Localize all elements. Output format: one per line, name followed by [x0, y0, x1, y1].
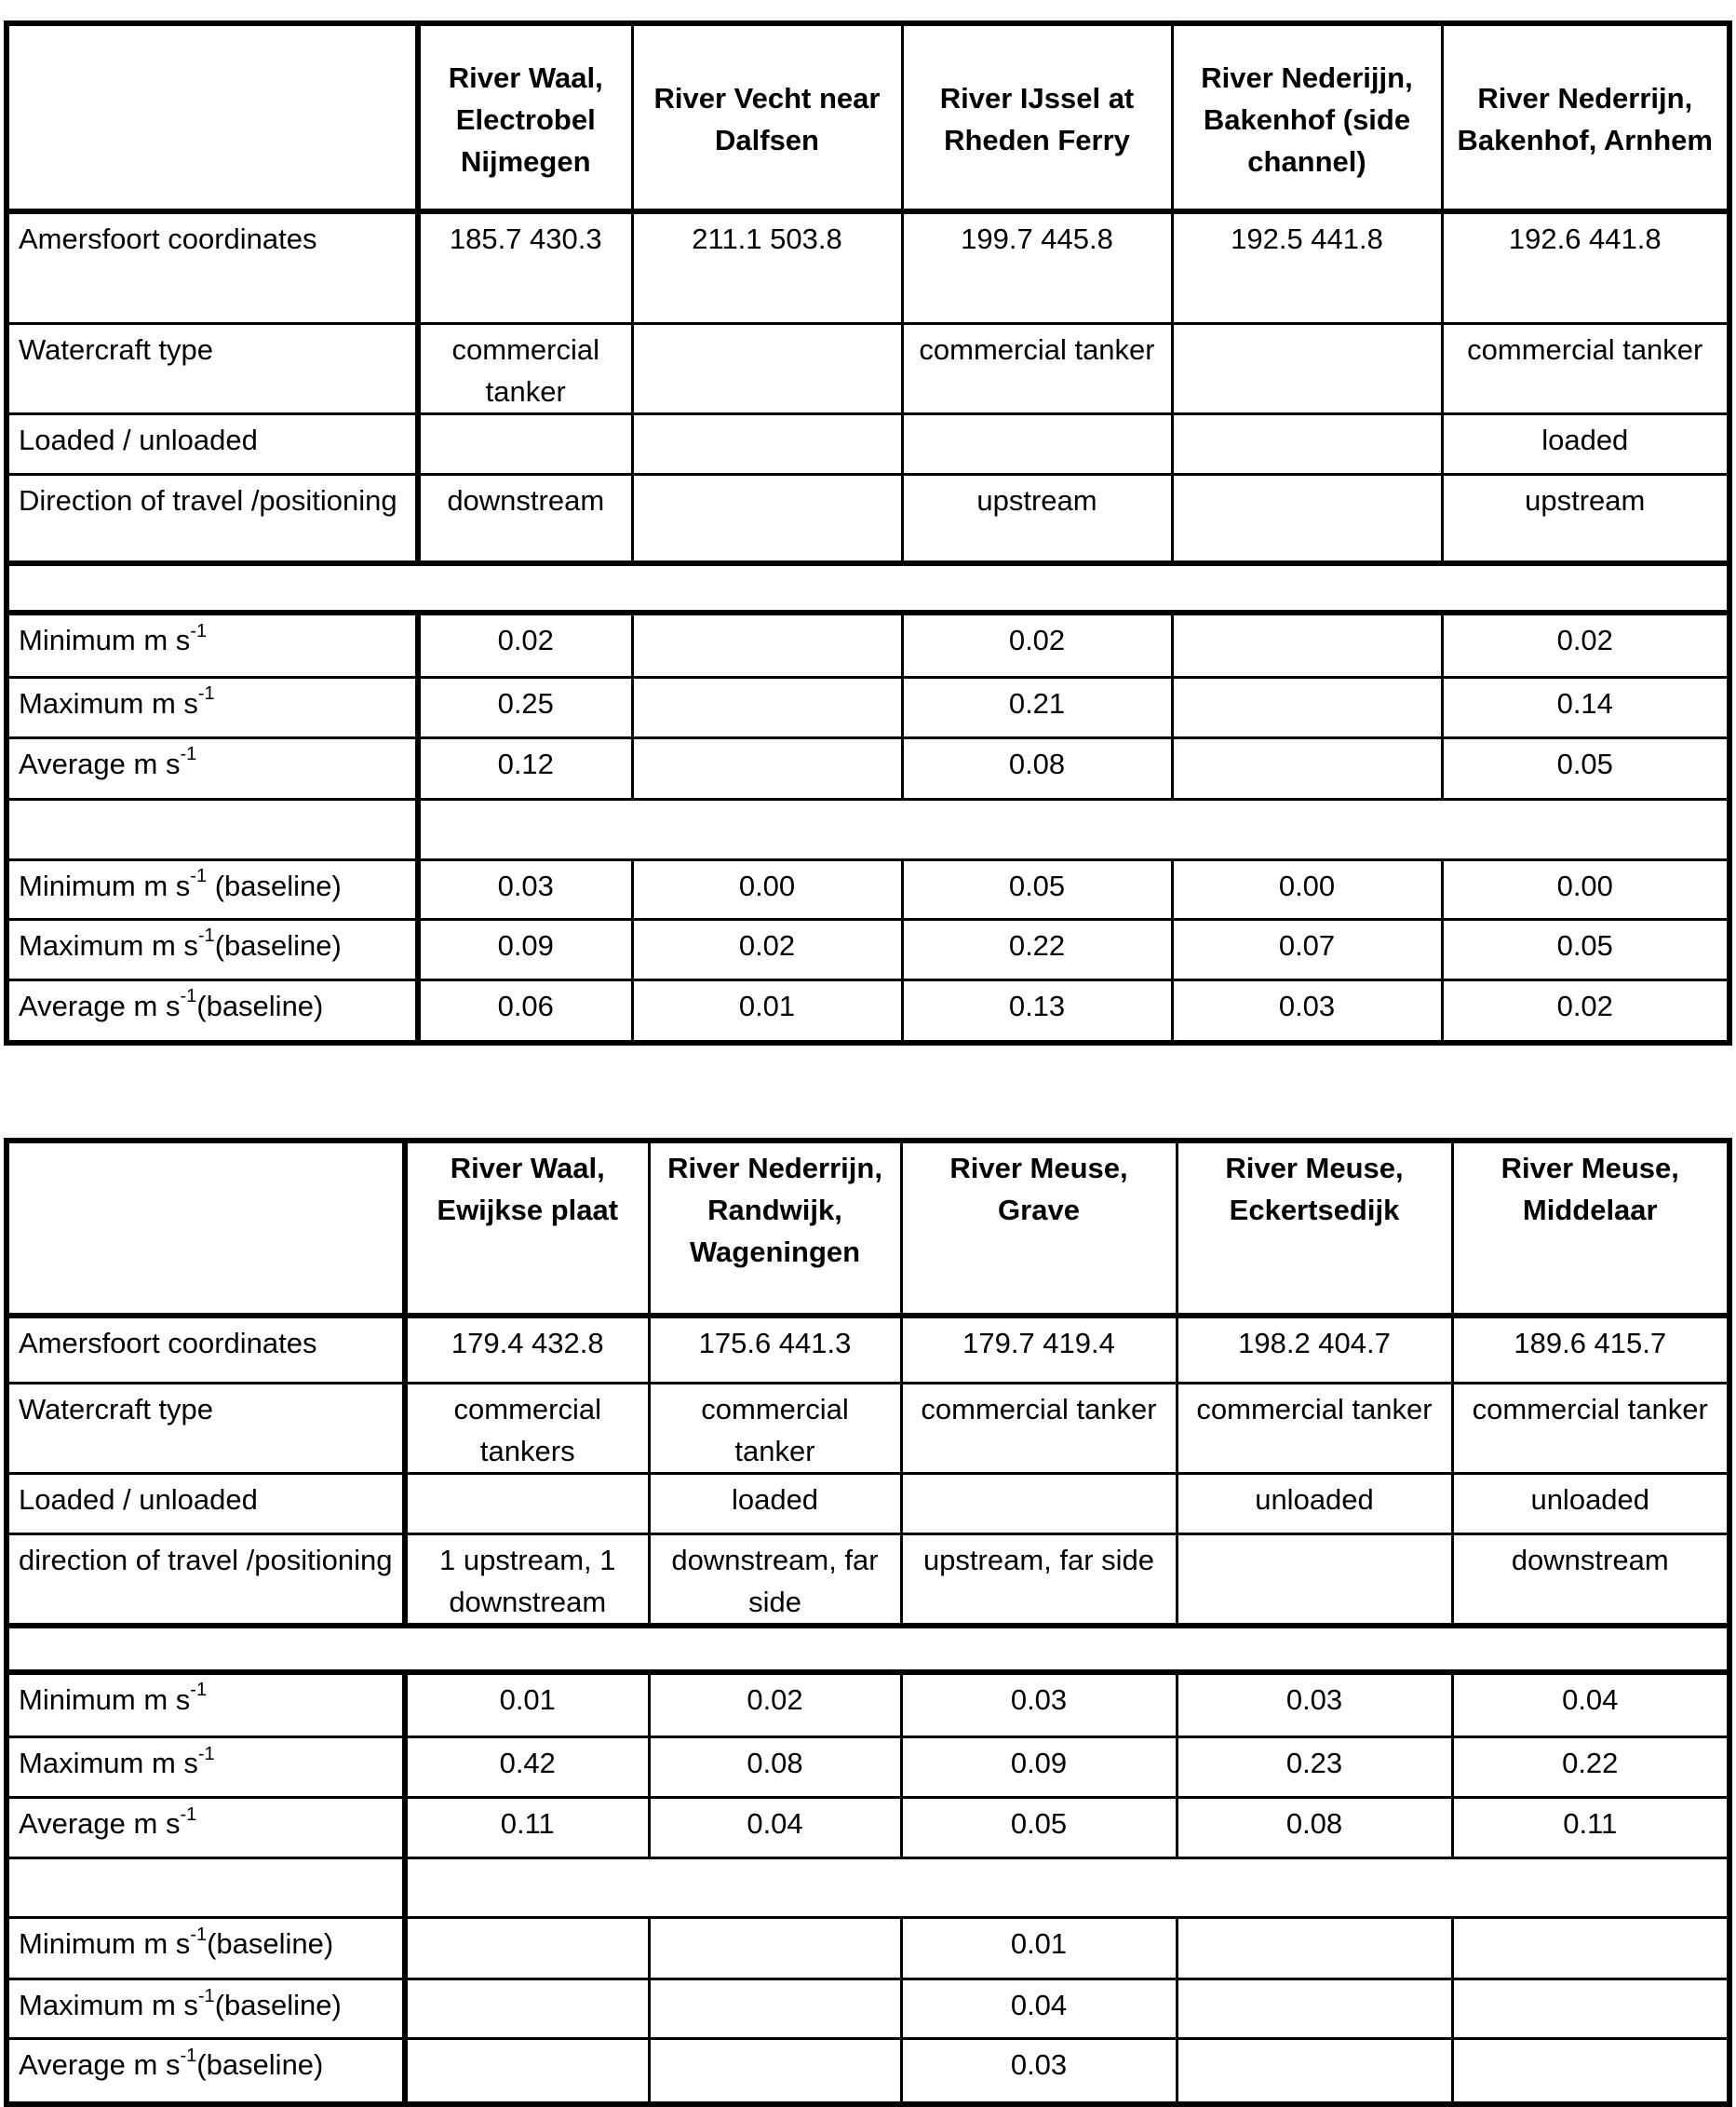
table-row-minimum	[7, 613, 1729, 677]
table-cell: 1 upstream, 1 downstream	[405, 1533, 649, 1626]
table-cell: 175.6 441.3	[649, 1316, 901, 1383]
table-cell: commercial tanker	[649, 1383, 901, 1473]
table-cell: 0.08	[649, 1737, 901, 1798]
table-cell	[1172, 677, 1442, 737]
column-header: River Nederijjn, Bakenhof (side channel)	[1172, 23, 1442, 211]
table-cell: 0.04	[901, 1979, 1177, 2039]
measurement-table-1	[4, 20, 1732, 1046]
table-cell: commercial tanker	[1452, 1383, 1729, 1473]
table-row-baseline-minimum	[7, 859, 1729, 919]
table-cell: 0.05	[901, 1798, 1177, 1858]
table-cell	[649, 2039, 901, 2104]
table-cell: 0.05	[902, 859, 1172, 919]
table-row-average	[7, 737, 1729, 799]
table-cell: 0.11	[1452, 1798, 1729, 1858]
table-cell: commercial tanker	[1177, 1383, 1452, 1473]
header-corner-cell	[7, 1141, 405, 1316]
spacer-cell	[7, 1858, 405, 1918]
row-label: Loaded / unloaded	[7, 1473, 405, 1533]
table-row-maximum	[7, 1737, 1729, 1798]
table-row-loaded	[7, 413, 1729, 474]
table-header-row	[7, 1141, 1729, 1316]
spacer-cell	[418, 799, 1729, 859]
table-row-loaded	[7, 1473, 1729, 1533]
row-label: Average m $s^{-1}$	[7, 1798, 405, 1858]
table-cell: 0.42	[405, 1737, 649, 1798]
table-cell: 0.01	[901, 1918, 1177, 1979]
table-row-coordinates	[7, 211, 1729, 323]
table-cell: downstream	[1452, 1533, 1729, 1626]
table-cell: 0.02	[1442, 613, 1729, 677]
table-cell: 0.23	[1177, 1737, 1452, 1798]
table-cell: 0.22	[1452, 1737, 1729, 1798]
table-cell	[1172, 323, 1442, 413]
table-cell	[901, 1473, 1177, 1533]
table-cell: 0.04	[1452, 1672, 1729, 1737]
table-cell: 0.11	[405, 1798, 649, 1858]
table-cell	[1172, 613, 1442, 677]
column-header: River Waal, Electrobel Nijmegen	[418, 23, 632, 211]
table-cell: 0.13	[902, 979, 1172, 1043]
table-cell	[632, 323, 902, 413]
table-row-watercraft	[7, 323, 1729, 413]
table-cell: 0.08	[1177, 1798, 1452, 1858]
table-cell: 0.01	[405, 1672, 649, 1737]
table-cell	[405, 1979, 649, 2039]
table-cell: 199.7 445.8	[902, 211, 1172, 323]
table-cell: 0.09	[418, 919, 632, 979]
row-label: Amersfoort coordinates	[7, 1316, 405, 1383]
table-cell: 0.03	[1172, 979, 1442, 1043]
table-cell: 0.00	[1172, 859, 1442, 919]
table-row-baseline-maximum	[7, 1979, 1729, 2039]
spacer-cell	[405, 1858, 1729, 1918]
table-cell	[418, 413, 632, 474]
row-label: Average m $s^{-1}(baseline)$	[7, 979, 418, 1043]
table-cell	[405, 2039, 649, 2104]
table-cell: 0.09	[901, 1737, 1177, 1798]
row-label: Loaded / unloaded	[7, 413, 418, 474]
spacer-cell	[7, 1626, 1729, 1672]
table-cell: 0.08	[902, 737, 1172, 799]
row-label: Average m $s^{-1}(baseline)$	[7, 2039, 405, 2104]
table-cell: 0.14	[1442, 677, 1729, 737]
row-label: Maximum m $s^{-1}$	[7, 677, 418, 737]
table-header-row	[7, 23, 1729, 211]
table-cell: 0.03	[901, 2039, 1177, 2104]
table-cell	[1177, 2039, 1452, 2104]
table-cell	[1177, 1918, 1452, 1979]
table-cell: 211.1 503.8	[632, 211, 902, 323]
table-cell: 198.2 404.7	[1177, 1316, 1452, 1383]
table-cell: 0.02	[418, 613, 632, 677]
row-label: Watercraft type	[7, 1383, 405, 1473]
spacer-cell	[7, 799, 418, 859]
row-label: Maximum m $s^{-1}(baseline)$	[7, 1979, 405, 2039]
table-row-baseline-average	[7, 2039, 1729, 2104]
row-label: Average m $s^{-1}$	[7, 737, 418, 799]
table-cell	[632, 737, 902, 799]
table-cell: 0.05	[1442, 919, 1729, 979]
table-cell: upstream, far side	[901, 1533, 1177, 1626]
column-header: River IJssel at Rheden Ferry	[902, 23, 1172, 211]
table-cell: upstream	[902, 474, 1172, 563]
table-row-minimum	[7, 1672, 1729, 1737]
table-row-direction	[7, 1533, 1729, 1626]
table-cell: 0.25	[418, 677, 632, 737]
table-cell	[405, 1473, 649, 1533]
table-cell	[1177, 1979, 1452, 2039]
table-cell: 0.22	[902, 919, 1172, 979]
table-cell: 0.02	[902, 613, 1172, 677]
table-spacer-row	[7, 1626, 1729, 1672]
column-header: River Meuse, Middelaar	[1452, 1141, 1729, 1316]
row-label: Maximum m $s^{-1}(baseline)$	[7, 919, 418, 979]
table-cell	[1452, 2039, 1729, 2104]
table-cell: commercial tanker	[902, 323, 1172, 413]
table-cell: commercial tanker	[1442, 323, 1729, 413]
row-label: Minimum m $s^{-1}$	[7, 613, 418, 677]
table-row-coordinates	[7, 1316, 1729, 1383]
table-cell	[632, 413, 902, 474]
table-spacer-row	[7, 1858, 1729, 1918]
column-header: River Waal, Ewijkse plaat	[405, 1141, 649, 1316]
column-header: River Meuse, Grave	[901, 1141, 1177, 1316]
measurement-table-2	[4, 1138, 1732, 2107]
row-label: Minimum m $s^{-1}$	[7, 1672, 405, 1737]
table-cell: 185.7 430.3	[418, 211, 632, 323]
table-cell: commercial tankers	[405, 1383, 649, 1473]
table-cell	[1452, 1918, 1729, 1979]
table-cell: 0.02	[632, 919, 902, 979]
table-cell	[1452, 1979, 1729, 2039]
column-header: River Nederrijn, Bakenhof, Arnhem	[1442, 23, 1729, 211]
table-cell	[1172, 737, 1442, 799]
table-cell: 0.03	[1177, 1672, 1452, 1737]
table-cell	[1172, 413, 1442, 474]
table-cell: 0.02	[1442, 979, 1729, 1043]
table-cell	[1177, 1533, 1452, 1626]
table-cell: 0.05	[1442, 737, 1729, 799]
table-cell: upstream	[1442, 474, 1729, 563]
table-row-average	[7, 1798, 1729, 1858]
table-cell: 192.6 441.8	[1442, 211, 1729, 323]
table-row-watercraft	[7, 1383, 1729, 1473]
table-cell: 0.00	[1442, 859, 1729, 919]
table-cell	[632, 677, 902, 737]
table-cell	[405, 1918, 649, 1979]
table-cell: 189.6 415.7	[1452, 1316, 1729, 1383]
table-cell: 0.12	[418, 737, 632, 799]
row-label: Direction of travel /positioning	[7, 474, 418, 563]
table-cell	[902, 413, 1172, 474]
table-row-direction	[7, 474, 1729, 563]
row-label: direction of travel /positioning	[7, 1533, 405, 1626]
table-cell	[649, 1979, 901, 2039]
row-label: Minimum m $s^{-1}(baseline)$	[7, 1918, 405, 1979]
row-label: Amersfoort coordinates	[7, 211, 418, 323]
table-cell	[649, 1918, 901, 1979]
table-cell: 0.21	[902, 677, 1172, 737]
table-spacer-row	[7, 799, 1729, 859]
table-cell	[632, 474, 902, 563]
row-label: Minimum m $s^{-1}$ (baseline)	[7, 859, 418, 919]
table-cell	[1172, 474, 1442, 563]
table-cell: unloaded	[1177, 1473, 1452, 1533]
table-cell: commercial tanker	[418, 323, 632, 413]
table-cell: 0.04	[649, 1798, 901, 1858]
table-cell	[632, 613, 902, 677]
column-header: River Nederrijn, Randwijk, Wageningen	[649, 1141, 901, 1316]
table-cell: 0.06	[418, 979, 632, 1043]
table-cell: 0.00	[632, 859, 902, 919]
table-cell: loaded	[1442, 413, 1729, 474]
table-row-baseline-average	[7, 979, 1729, 1043]
table-cell: downstream	[418, 474, 632, 563]
row-label: Maximum m $s^{-1}$	[7, 1737, 405, 1798]
table-spacer-row	[7, 563, 1729, 613]
table-cell: commercial tanker	[901, 1383, 1177, 1473]
table-cell: 0.03	[418, 859, 632, 919]
header-corner-cell	[7, 23, 418, 211]
table-cell: 179.4 432.8	[405, 1316, 649, 1383]
table-row-baseline-minimum	[7, 1918, 1729, 1979]
spacer-cell	[7, 563, 1729, 613]
table-cell: 179.7 419.4	[901, 1316, 1177, 1383]
table-cell: 0.02	[649, 1672, 901, 1737]
row-label: Watercraft type	[7, 323, 418, 413]
table-row-baseline-maximum	[7, 919, 1729, 979]
table-cell: loaded	[649, 1473, 901, 1533]
column-header: River Vecht near Dalfsen	[632, 23, 902, 211]
table-cell: downstream, far side	[649, 1533, 901, 1626]
table-cell: 0.01	[632, 979, 902, 1043]
table-cell: 0.07	[1172, 919, 1442, 979]
table-cell: unloaded	[1452, 1473, 1729, 1533]
table-cell: 192.5 441.8	[1172, 211, 1442, 323]
column-header: River Meuse, Eckertsedijk	[1177, 1141, 1452, 1316]
table-cell: 0.03	[901, 1672, 1177, 1737]
table-row-maximum	[7, 677, 1729, 737]
